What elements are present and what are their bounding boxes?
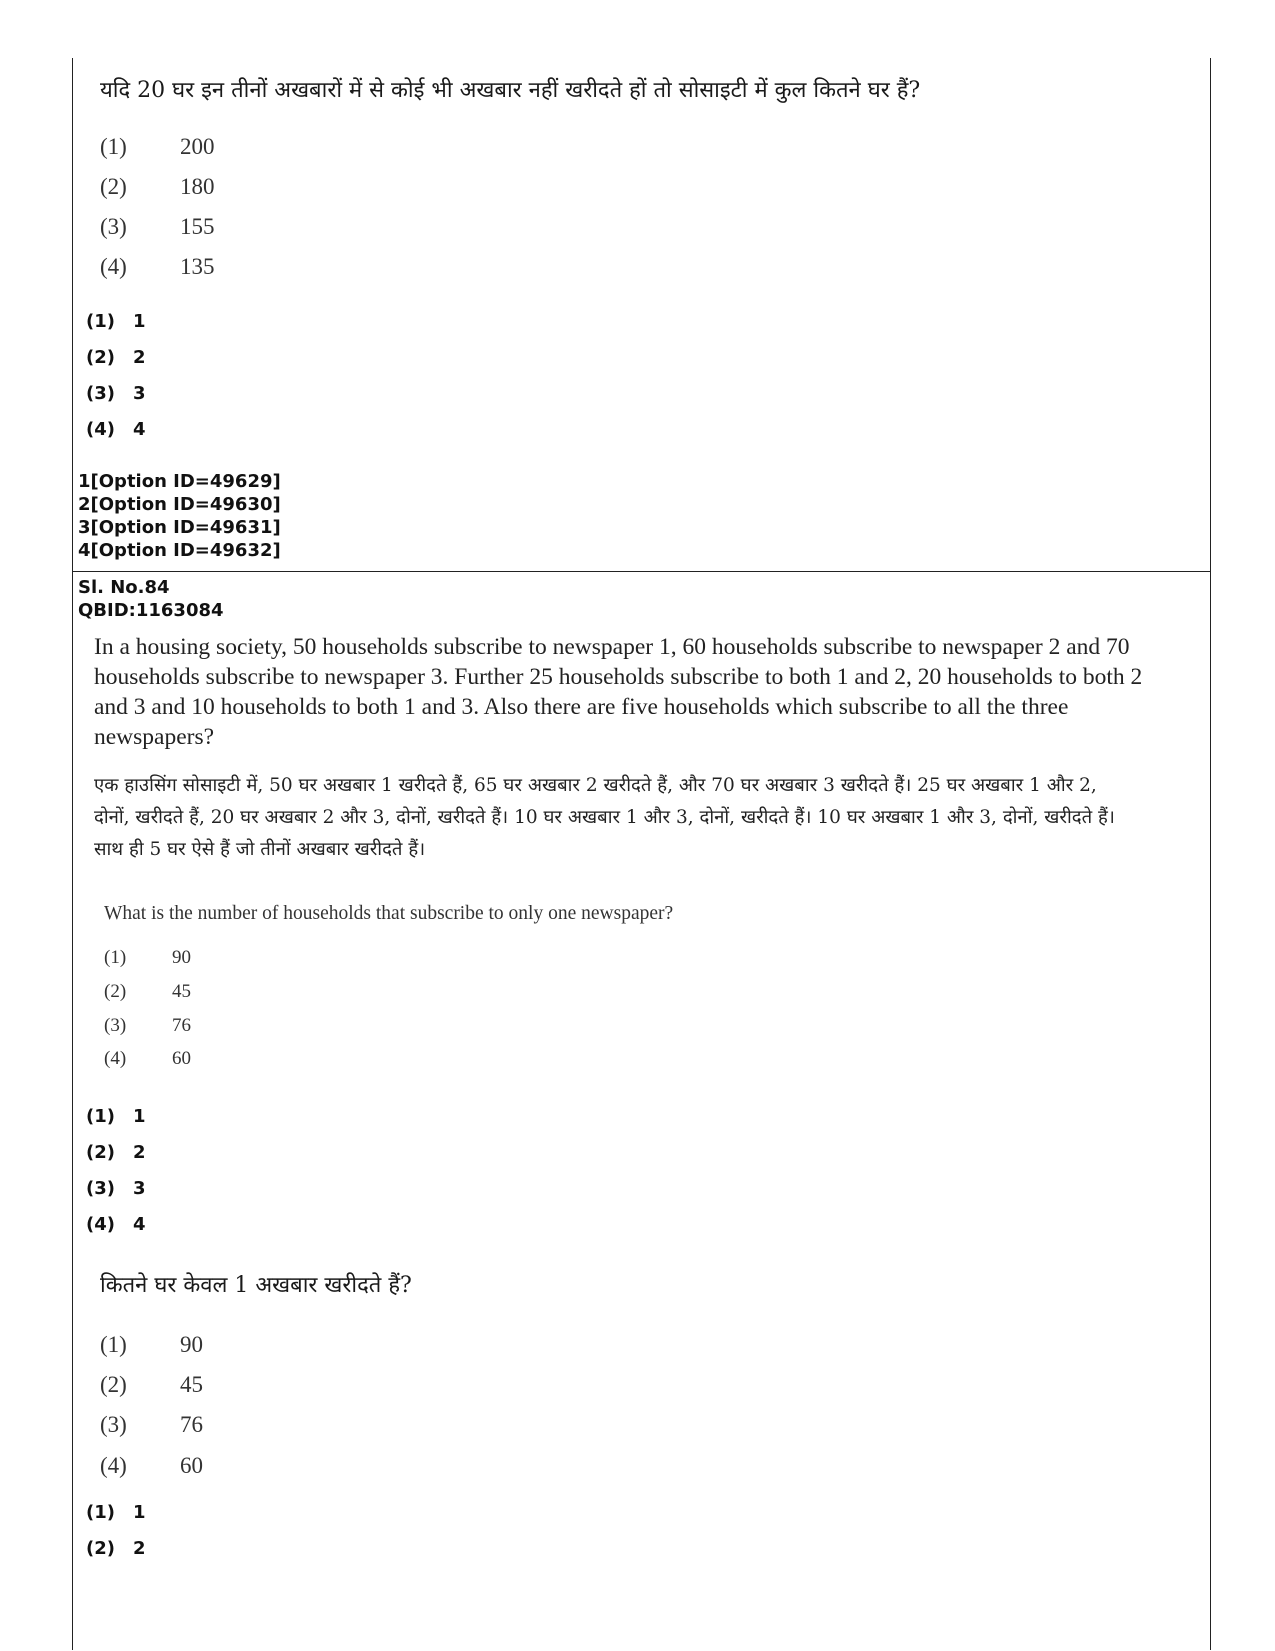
prev-option-number: (4) — [100, 254, 127, 279]
hindi-option-value: 90 — [180, 1332, 203, 1357]
serial-number: Sl. No.84 — [78, 577, 170, 598]
prev-option-value: 155 — [180, 214, 215, 239]
english-question: What is the number of households that subscribe to only one newspaper? — [104, 903, 674, 924]
page-border-right — [1210, 58, 1211, 1650]
hindi-option-number: (4) — [100, 1453, 127, 1478]
english-option-value: 90 — [172, 947, 191, 968]
prev-option-number: (1) — [100, 134, 127, 159]
english-option-number: (3) — [104, 1015, 127, 1036]
prev-option-value: 200 — [180, 134, 215, 159]
english-option-number: (2) — [104, 981, 127, 1002]
english-option-value: 45 — [172, 981, 191, 1002]
qbid: QBID:1163084 — [78, 600, 224, 621]
page-border-left — [72, 58, 73, 1650]
question-header — [78, 576, 224, 622]
question-divider — [72, 571, 1211, 572]
choice-number: (1) — [86, 1106, 115, 1127]
choice-value: 4 — [133, 1214, 146, 1235]
option-id-list — [78, 470, 281, 562]
choice-number: (1) — [86, 1502, 115, 1523]
english-stem: In a housing society, 50 households subscribe to newspaper 1, 60 households subscribe to newspaper 2 and 70 households subscribe to newspaper 3. Further 25 households subscribe to both 1 and 2, 20 households to both 2 and 3 and 10 households to both 1 and 3. Also there are five households which subscribe to all the three newspapers? — [94, 634, 1143, 750]
prev-choice-value: 2 — [133, 347, 146, 368]
hindi-option-number: (2) — [100, 1372, 127, 1397]
choice-value: 1 — [133, 1502, 146, 1523]
prev-option-number: (2) — [100, 174, 127, 199]
option-id: 2[Option ID=49630] — [78, 494, 281, 515]
hindi-option-value: 60 — [180, 1453, 203, 1478]
prev-choice-number: (1) — [86, 311, 115, 332]
choice-value: 2 — [133, 1538, 146, 1559]
choice-number: (2) — [86, 1538, 115, 1559]
prev-choice-number: (3) — [86, 383, 115, 404]
option-id: 3[Option ID=49631] — [78, 517, 281, 538]
choice-value: 2 — [133, 1142, 146, 1163]
prev-option-value: 135 — [180, 254, 215, 279]
choice-number: (4) — [86, 1214, 115, 1235]
english-option-number: (4) — [104, 1048, 127, 1069]
english-option-value: 60 — [172, 1048, 191, 1069]
hindi-option-value: 45 — [180, 1372, 203, 1397]
prev-option-number: (3) — [100, 214, 127, 239]
english-option-value: 76 — [172, 1015, 191, 1036]
hindi-stem: एक हाउसिंग सोसाइटी में, 50 घर अखबार 1 खरीदते हैं, 65 घर अखबार 2 खरीदते हैं, और 70 घर अखबार 3 खरीदते हैं। 25 घर अखबार 1 और 2, दोनों, खरीदते हैं, 20 घर अखबार 2 और 3, दोनों, खरीदते हैं। 10 घर अखबार 1 और 3, दोनों, खरीदते हैं। 10 घर अखबार 1 और 3, दोनों, खरीदते हैं। साथ ही 5 घर ऐसे हैं जो तीनों अखबार खरीदते हैं। — [94, 775, 1115, 860]
hindi-option-number: (1) — [100, 1332, 127, 1357]
english-option-number: (1) — [104, 947, 127, 968]
choice-value: 1 — [133, 1106, 146, 1127]
option-id: 1[Option ID=49629] — [78, 471, 281, 492]
choice-value: 3 — [133, 1178, 146, 1199]
prev-choice-number: (2) — [86, 347, 115, 368]
hindi-question: कितने घर केवल 1 अखबार खरीदते हैं? — [100, 1273, 412, 1298]
hindi-option-number: (3) — [100, 1412, 127, 1437]
hindi-option-value: 76 — [180, 1412, 203, 1437]
prev-choice-value: 1 — [133, 311, 146, 332]
prev-hindi-stem: यदि 20 घर इन तीनों अखबारों में से कोई भी अखबार नहीं खरीदते हों तो सोसाइटी में कुल कितने घर हैं? — [100, 78, 921, 103]
prev-choice-value: 4 — [133, 419, 146, 440]
prev-choice-value: 3 — [133, 383, 146, 404]
option-id: 4[Option ID=49632] — [78, 540, 281, 561]
prev-choice-number: (4) — [86, 419, 115, 440]
choice-number: (2) — [86, 1142, 115, 1163]
choice-number: (3) — [86, 1178, 115, 1199]
prev-option-value: 180 — [180, 174, 215, 199]
